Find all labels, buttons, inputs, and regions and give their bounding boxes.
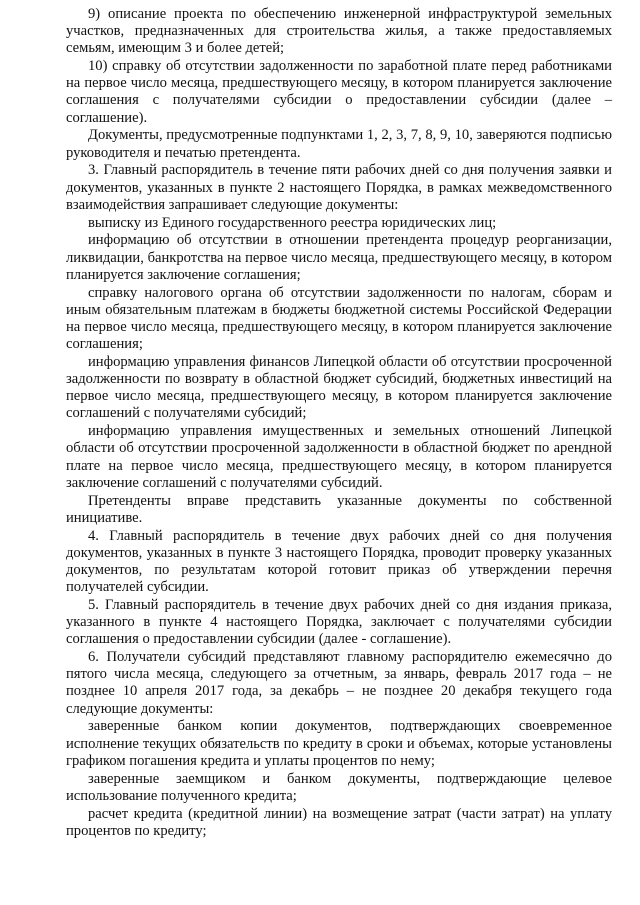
paragraph-own-initiative: Претенденты вправе представить указанные документы по собственной инициативе. — [66, 492, 612, 526]
paragraph-loan-usage: заверенные заемщиком и банком документы, подтверждающие целевое использование полученного кредита; — [66, 770, 612, 804]
paragraph-bank-copies: заверенные банком копии документов, подтверждающих своевременное исполнение текущих обязательств по кредиту в сроки и объемах, которые установлены графиком погашения кредита и уплаты процентов по нему; — [66, 718, 612, 769]
paragraph-loan-calculation: расчет кредита (кредитной линии) на возмещение затрат (части затрат) на уплату процентов по кредиту; — [66, 805, 612, 839]
paragraph-item-5: 5. Главный распорядитель в течение двух рабочих дней со дня издания приказа, указанного в пункте 4 настоящего Порядка, заключает с получателями субсидии соглашения о предоставлении субсидии (далее - соглашение). — [66, 596, 612, 648]
paragraph-subitem-9: 9) описание проекта по обеспечению инженерной инфраструктурой земельных участков, предназначенных для строительства жилья, а также предоставляемых семьям, имеющим 3 и более детей; — [66, 6, 612, 57]
paragraph-certification: Документы, предусмотренные подпунктами 1, 2, 3, 7, 8, 9, 10, заверяются подписью руководителя и печатью претендента. — [66, 127, 612, 161]
paragraph-subitem-10: 10) справку об отсутствии задолженности по заработной плате перед работниками на первое число месяца, предшествующего месяцу, в котором планируется заключение соглашения с получателями субсидии о предоставлении субсидии (далее – соглашение). — [66, 58, 612, 126]
paragraph-registry-extract: выписку из Единого государственного реестра юридических лиц; — [88, 214, 497, 231]
paragraph-item-6: 6. Получатели субсидий представляют главному распорядителю ежемесячно до пятого числа месяца, следующего за отчетным, за январь, февраль 2017 года – не позднее 10 апреля 2017 года, за декабрь – не позднее 20 декабря текущего года следующие документы: — [66, 649, 612, 717]
paragraph-item-3: 3. Главный распорядитель в течение пяти рабочих дней со дня получения заявки и документов, указанных в пункте 2 настоящего Порядка, в рамках межведомственного взаимодействия запрашивает следующие документы: — [66, 162, 612, 213]
paragraph-tax-certificate: справку налогового органа об отсутствии задолженности по налогам, сборам и иным обязательным платежам в бюджеты бюджетной системы Российской Федерации на первое число месяца, предшествующего месяцу, в котором планируется заключение соглашения; — [66, 284, 612, 353]
paragraph-property-info: информацию управления имущественных и земельных отношений Липецкой области об отсутствии просроченной задолженности в областной бюджет по арендной плате на первое число месяца, предшествующего месяцу, в котором планируется заключение соглашений с получателями субсидий. — [66, 423, 612, 491]
paragraph-reorganization-info: информацию об отсутствии в отношении претендента процедур реорганизации, ликвидации, банкротства на первое число месяца, предшествующего месяцу, в котором планируется заключение соглашения; — [66, 232, 612, 283]
paragraph-finance-info: информацию управления финансов Липецкой области об отсутствии просроченной задолженности по возврату в областной бюджет субсидий, бюджетных инвестиций на первое число месяца, предшествующего месяцу, в котором планируется заключение соглашений с получателями субсидий; — [66, 353, 612, 422]
paragraph-item-4: 4. Главный распорядитель в течение двух рабочих дней со дня получения документов, указанных в пункте 3 настоящего Порядка, проводит проверку указанных документов, по результатам которой готовит приказ об утверждении перечня получателей субсидии. — [66, 527, 612, 596]
